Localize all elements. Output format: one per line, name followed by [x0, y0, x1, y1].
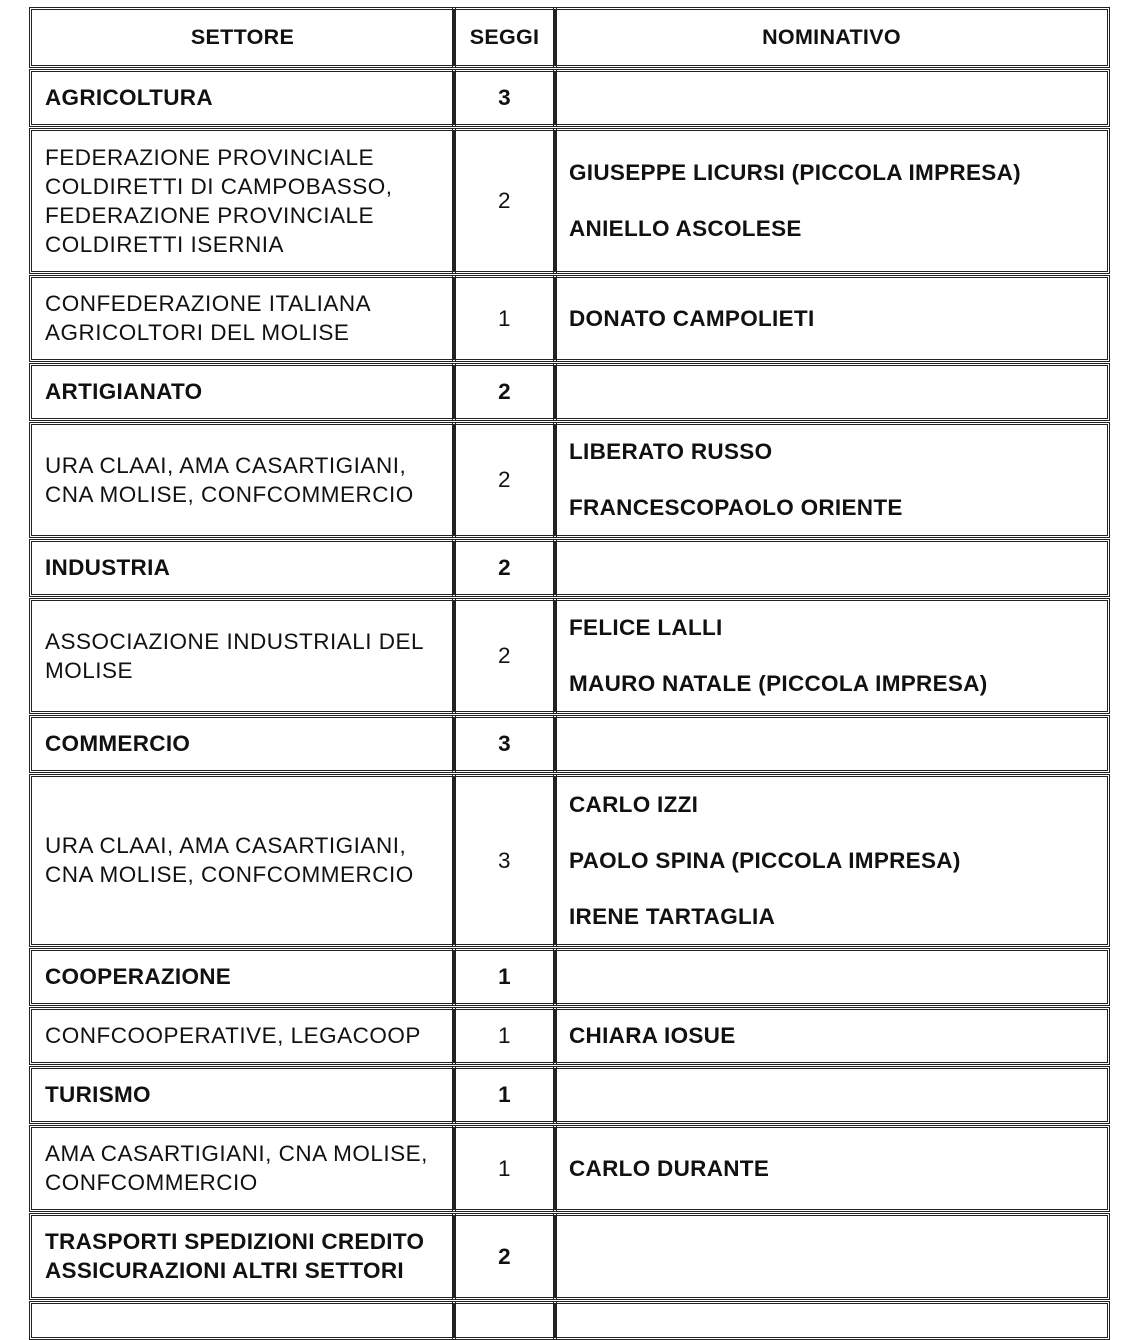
- seggi-value: 2: [497, 643, 511, 668]
- seggi-value: 3: [498, 85, 511, 110]
- seggi-value: 2: [498, 1243, 511, 1269]
- nominativi-list: [556, 304, 828, 333]
- nominativo-cell: [555, 717, 1108, 771]
- settore-text: CONFCOOPERATIVE, LEGACOOP: [45, 1023, 421, 1048]
- nominativo-cell: [555, 1215, 1108, 1298]
- nominativo-cell: [555, 541, 1108, 595]
- nominativo-name: GIUSEPPE LICURSI (PICCOLA IMPRESA): [569, 160, 1021, 185]
- seggi-cell: [454, 424, 555, 536]
- settore-text: COMMERCIO: [45, 731, 191, 756]
- seggi-cell: [454, 71, 555, 125]
- settore-text: AGRICOLTURA: [45, 85, 213, 110]
- header-seggi: [454, 9, 555, 66]
- settore-cell: [31, 950, 454, 1004]
- sector-row: [31, 714, 1108, 773]
- seggi-cell: [454, 365, 555, 419]
- settore-cell: [31, 776, 454, 945]
- nominativo-name: CHIARA IOSUE: [569, 1023, 736, 1048]
- sector-row: [31, 538, 1108, 597]
- nominativo-name: LIBERATO RUSSO: [569, 439, 773, 464]
- sector-row: [31, 362, 1108, 421]
- association-row: [31, 127, 1108, 274]
- sector-row: [31, 1212, 1108, 1300]
- header-settore: [31, 9, 454, 66]
- nominativo-name: MAURO NATALE (PICCOLA IMPRESA): [569, 671, 988, 696]
- nominativi-list: [556, 613, 1001, 698]
- settore-text: TURISMO: [45, 1082, 151, 1107]
- seggi-cell: [454, 130, 555, 272]
- settore-cell: [31, 1303, 454, 1338]
- seggi-cell: [454, 1215, 555, 1298]
- settore-cell: [31, 717, 454, 771]
- settore-cell: [31, 365, 454, 419]
- nominativi-list: [556, 437, 916, 522]
- settore-text: ARTIGIANATO: [45, 379, 203, 404]
- nominativo-name: PAOLO SPINA (PICCOLA IMPRESA): [569, 847, 961, 873]
- association-row: [31, 1300, 1108, 1340]
- seggi-cell: [454, 1127, 555, 1210]
- nominativo-cell: [555, 1009, 1108, 1063]
- nominativo-cell: [555, 1068, 1108, 1122]
- nominativo-cell: [555, 424, 1108, 536]
- seggi-cell: [454, 950, 555, 1004]
- settore-cell: [31, 424, 454, 536]
- nominativo-name: CARLO IZZI: [569, 791, 699, 817]
- seggi-value: 2: [497, 188, 511, 213]
- seggi-value: 1: [497, 1155, 511, 1181]
- nominativi-list: [556, 1021, 749, 1050]
- seggi-cell: [454, 1303, 555, 1338]
- seggi-value: 1: [497, 305, 511, 331]
- nominativi-list: [556, 1154, 782, 1183]
- association-row: [31, 597, 1108, 714]
- nominativo-cell: [555, 365, 1108, 419]
- nominativo-cell: [555, 1303, 1108, 1338]
- nominativi-list: [556, 158, 1034, 243]
- settore-cell: [31, 1009, 454, 1063]
- nominativo-cell: [555, 600, 1108, 712]
- settore-text: CONFEDERAZIONE ITALIANA AGRICOLTORI DEL MOLISE: [45, 291, 370, 345]
- seats-table: [31, 6, 1108, 1340]
- seggi-cell: [454, 776, 555, 945]
- seggi-value: 2: [498, 555, 511, 580]
- settore-text: AMA CASARTIGIANI, CNA MOLISE, CONFCOMMERCIO: [45, 1141, 428, 1195]
- header-settore-label: SETTORE: [190, 24, 295, 49]
- nominativo-name: ANIELLO ASCOLESE: [569, 216, 802, 241]
- nominativo-name: FRANCESCOPAOLO ORIENTE: [569, 495, 903, 520]
- settore-text: ASSOCIAZIONE INDUSTRIALI DEL MOLISE: [45, 628, 424, 683]
- seggi-value: 1: [498, 1082, 511, 1107]
- settore-text: URA CLAAI, AMA CASARTIGIANI, CNA MOLISE, CONFCOMMERCIO: [45, 833, 414, 887]
- nominativo-cell: [555, 71, 1108, 125]
- settore-cell: [31, 541, 454, 595]
- settore-cell: [31, 1068, 454, 1122]
- seggi-cell: [454, 717, 555, 771]
- seggi-cell: [454, 600, 555, 712]
- header-seggi-label: SEGGI: [469, 24, 540, 49]
- seggi-cell: [454, 541, 555, 595]
- association-row: [31, 274, 1108, 362]
- nominativi-list: [556, 790, 974, 931]
- nominativo-cell: [555, 277, 1108, 360]
- seggi-cell: [454, 277, 555, 360]
- association-row: [31, 773, 1108, 947]
- sector-row: [31, 947, 1108, 1006]
- association-row: [31, 421, 1108, 538]
- seggi-value: 2: [497, 467, 511, 492]
- settore-cell: [31, 1127, 454, 1210]
- sector-row: [31, 68, 1108, 127]
- settore-cell: [31, 71, 454, 125]
- settore-text: INDUSTRIA: [45, 555, 171, 580]
- settore-text: URA CLAAI, AMA CASARTIGIANI, CNA MOLISE, CONFCOMMERCIO: [45, 452, 414, 507]
- nominativo-cell: [555, 1127, 1108, 1210]
- settore-cell: [31, 130, 454, 272]
- settore-cell: [31, 600, 454, 712]
- table-header-row: [31, 6, 1108, 68]
- settore-cell: [31, 1215, 454, 1298]
- nominativo-name: FELICE LALLI: [569, 615, 723, 640]
- header-nominativo: [555, 9, 1108, 66]
- header-nominativo-label: NOMINATIVO: [762, 24, 901, 49]
- nominativo-cell: [555, 130, 1108, 272]
- seggi-value: 1: [498, 964, 511, 989]
- settore-text: FEDERAZIONE PROVINCIALE COLDIRETTI DI CAMPOBASSO, FEDERAZIONE PROVINCIALE COLDIRETTI ISERNIA: [45, 144, 393, 257]
- nominativo-name: DONATO CAMPOLIETI: [569, 305, 815, 331]
- nominativo-cell: [555, 776, 1108, 945]
- seggi-cell: [454, 1009, 555, 1063]
- seggi-value: 1: [497, 1023, 511, 1048]
- nominativo-cell: [555, 950, 1108, 1004]
- sector-row: [31, 1065, 1108, 1124]
- nominativo-name: IRENE TARTAGLIA: [569, 903, 776, 929]
- seggi-cell: [454, 1068, 555, 1122]
- seggi-value: 2: [498, 379, 511, 404]
- settore-text: TRASPORTI SPEDIZIONI CREDITO ASSICURAZIONI ALTRI SETTORI: [45, 1229, 425, 1283]
- seggi-value: 3: [497, 847, 511, 873]
- nominativo-name: CARLO DURANTE: [569, 1155, 770, 1181]
- settore-cell: [31, 277, 454, 360]
- seggi-value: 3: [498, 731, 511, 756]
- association-row: [31, 1124, 1108, 1212]
- settore-text: COOPERAZIONE: [45, 964, 232, 989]
- association-row: [31, 1006, 1108, 1065]
